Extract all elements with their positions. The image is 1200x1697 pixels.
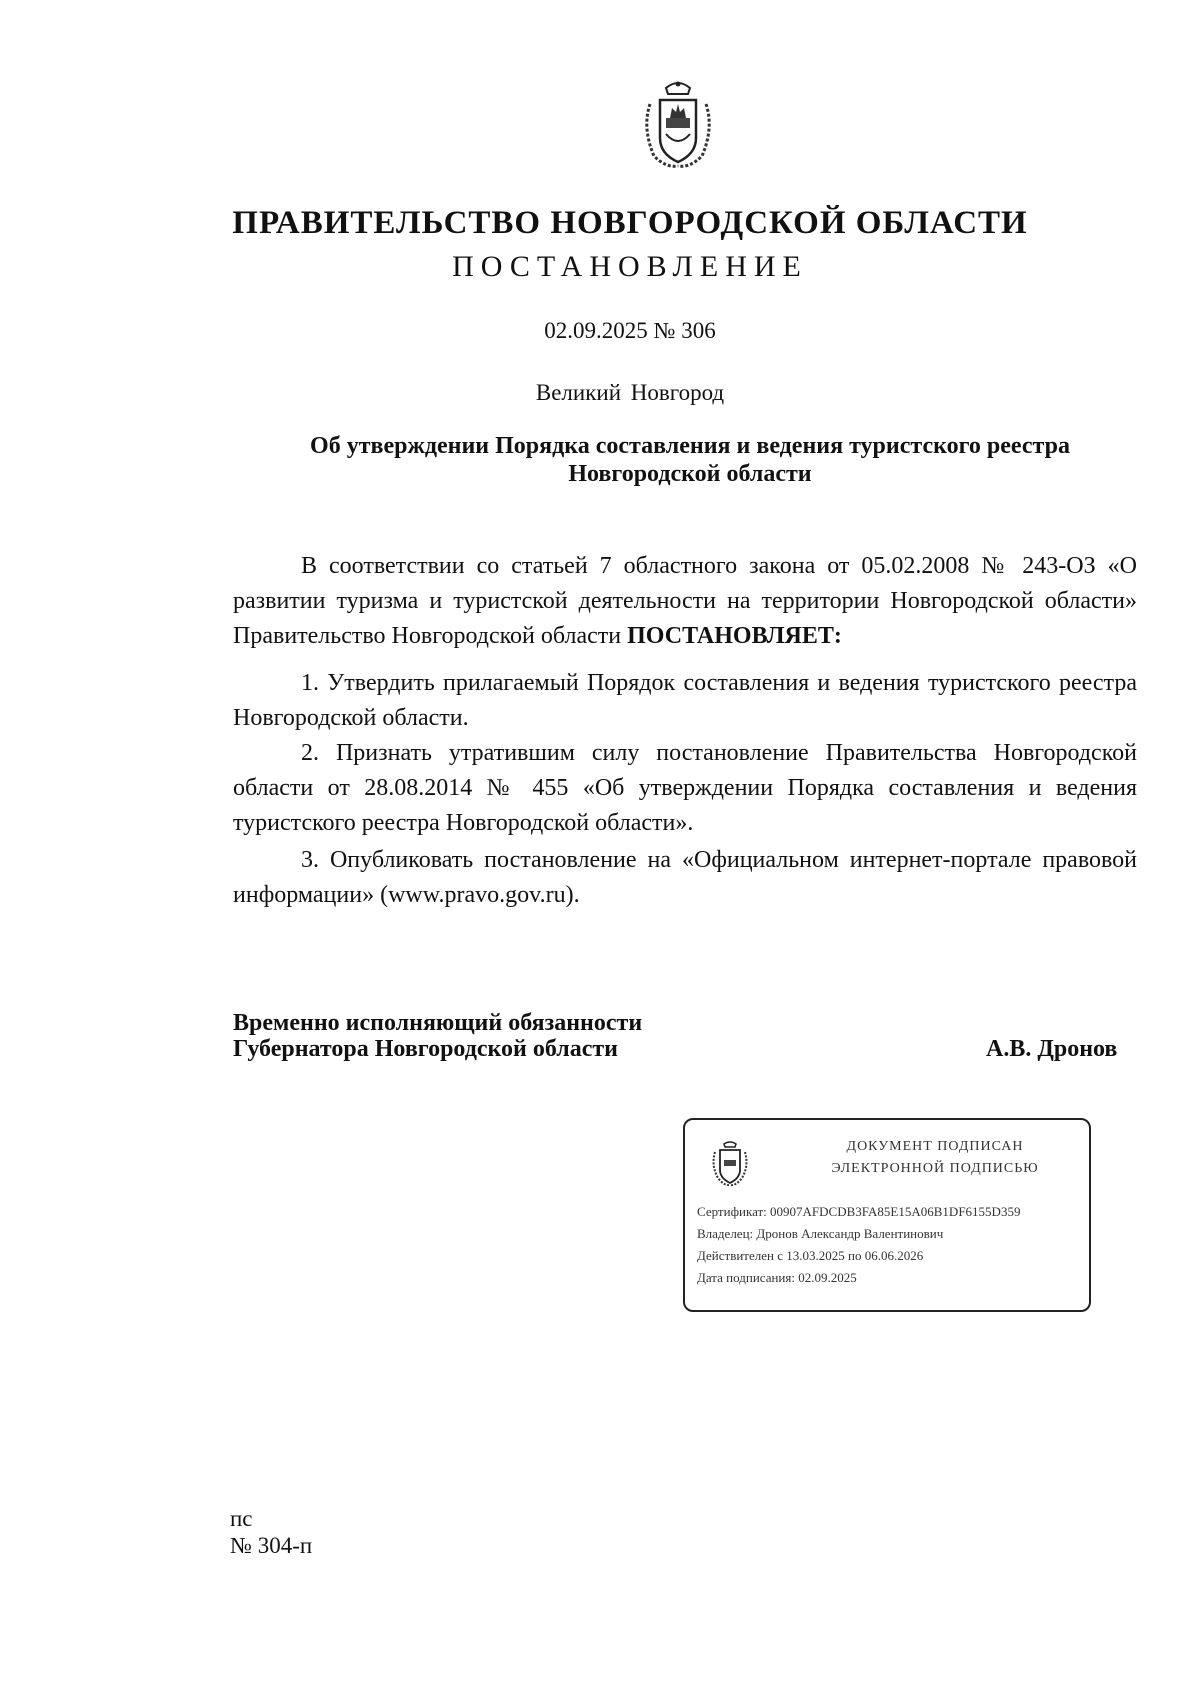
subject-line-2: Новгородской области bbox=[568, 461, 812, 487]
document-subject bbox=[240, 432, 1140, 488]
stamp-signed-date: Дата подписания: 02.09.2025 bbox=[697, 1270, 857, 1285]
item-2-text: 2. Признать утратившим силу постановление Правительства Новгородской области от 28.08.2014 № 455 «Об утверждении Порядка составления и ведения туристского реестра Новгородской области». bbox=[233, 740, 1137, 836]
stamp-title bbox=[785, 1136, 1085, 1180]
intro-text: В соответствии со статьей 7 областного закона от 05.02.2008 № 243-ОЗ «О развитии туризма и туристской деятельности на территории Новгородской области» Правительство Новгородской области bbox=[233, 553, 1137, 649]
item-2-paragraph bbox=[233, 736, 1137, 841]
stamp-validity: Действителен с 13.03.2025 по 06.06.2026 bbox=[697, 1248, 924, 1263]
coat-of-arms-icon bbox=[636, 78, 720, 170]
footer-code bbox=[230, 1505, 312, 1559]
stamp-title-line-2: ЭЛЕКТРОННОЙ ПОДПИСЬЮ bbox=[831, 1161, 1039, 1176]
stamp-owner: Владелец: Дронов Александр Валентинович bbox=[697, 1226, 944, 1241]
signer-position bbox=[233, 1010, 642, 1062]
document-type: ПОСТАНОВЛЕНИЕ bbox=[452, 250, 808, 283]
footer-code-line-1: пс bbox=[230, 1506, 253, 1531]
electronic-signature-stamp bbox=[683, 1118, 1091, 1312]
footer-code-line-2: № 304-п bbox=[230, 1533, 313, 1558]
subject-line-1: Об утверждении Порядка составления и ведения туристского реестра bbox=[310, 433, 1070, 459]
intro-decree-word: ПОСТАНОВЛЯЕТ: bbox=[627, 623, 842, 649]
document-city: Великий Новгород bbox=[535, 380, 725, 405]
stamp-coat-of-arms-icon bbox=[709, 1140, 751, 1188]
government-title: ПРАВИТЕЛЬСТВО НОВГОРОДСКОЙ ОБЛАСТИ bbox=[232, 205, 1028, 241]
signer-position-line-1: Временно исполняющий обязанности bbox=[233, 1010, 643, 1036]
item-1-paragraph bbox=[233, 666, 1137, 736]
document-date-number: 02.09.2025 № 306 bbox=[544, 318, 716, 343]
item-3-text: 3. Опубликовать постановление на «Официальном интернет-портале правовой информации» (www.pravo.gov.ru). bbox=[233, 847, 1137, 908]
item-3-paragraph bbox=[233, 843, 1137, 913]
signer-position-line-2: Губернатора Новгородской области bbox=[233, 1036, 619, 1062]
item-1-text: 1. Утвердить прилагаемый Порядок составления и ведения туристского реестра Новгородской области. bbox=[233, 670, 1137, 731]
signer-name: А.В. Дронов bbox=[986, 1036, 1118, 1062]
stamp-title-line-1: ДОКУМЕНТ ПОДПИСАН bbox=[846, 1139, 1024, 1154]
stamp-certificate: Сертификат: 00907AFDCDB3FA85E15A06B1DF6155D359 bbox=[697, 1204, 1021, 1219]
intro-paragraph bbox=[233, 549, 1137, 654]
